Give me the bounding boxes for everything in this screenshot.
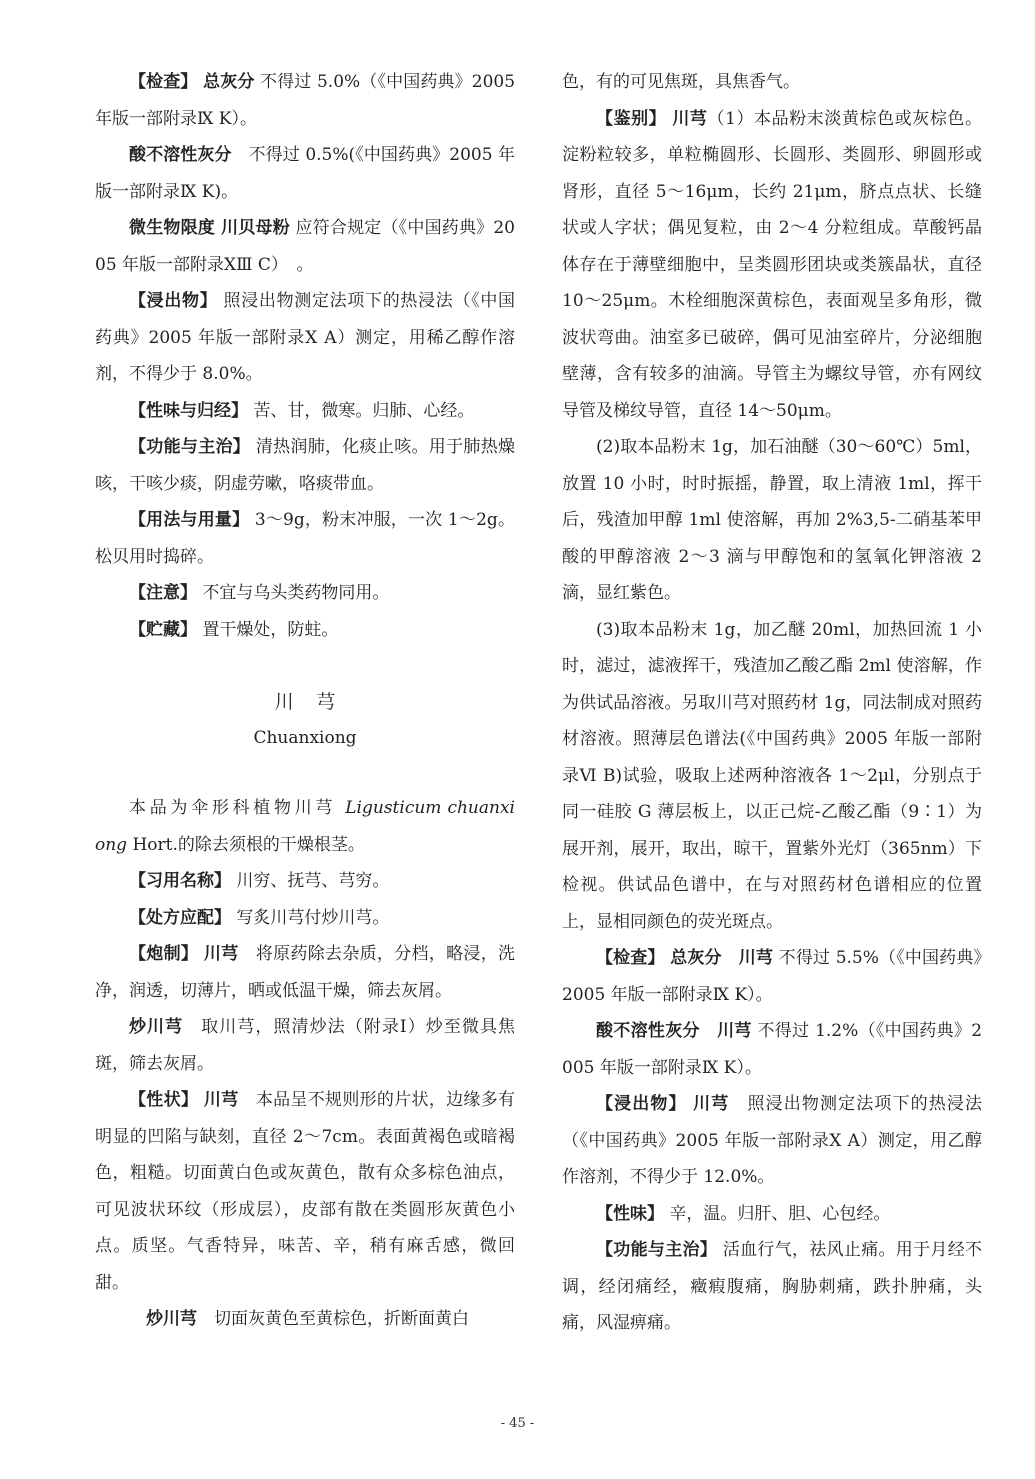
description-heading: 【性状】 <box>129 1090 199 1110</box>
fried-description-heading: 炒川芎 <box>146 1309 197 1329</box>
extract-text: 照浸出物测定法项下的热浸法（《中国药典》2005 年版一部附录Ⅹ A）测定，用稀乙醇作溶剂，不得少于 8.0%。 <box>95 291 516 384</box>
indication-text: 活血行气，祛风止痛。用于月经不调，经闭痛经，癥瘕腹痛，胸胁刺痛，跌扑肿痛，头痛，风湿痹痛。 <box>562 1240 983 1333</box>
nature-text: 辛，温。归肝、胆、心包经。 <box>664 1203 891 1224</box>
inspection-heading: 【检查】 <box>596 948 665 968</box>
acid-insoluble-ash-paragraph <box>95 137 515 210</box>
caution-text: 不宜与乌头类药物同用。 <box>197 583 390 603</box>
intro-text: 本品为伞形科植物川芎 <box>129 798 346 818</box>
function-heading: 【功能与主治】 <box>129 437 251 457</box>
indication-paragraph <box>562 1232 982 1342</box>
fried-paragraph <box>95 1009 515 1082</box>
right-column <box>562 64 982 1342</box>
extractives-subheading: 川芎 <box>693 1094 730 1114</box>
identification-subheading: 川芎 <box>672 108 708 129</box>
function-paragraph <box>95 429 515 502</box>
fried-description-paragraph <box>95 1301 515 1338</box>
extract-paragraph <box>95 283 515 393</box>
common-names-paragraph <box>95 863 515 900</box>
fried-text: 取川芎，照清炒法（附录Ⅰ）炒至微具焦斑，筛去灰屑。 <box>95 1017 516 1074</box>
nature-meridian-paragraph <box>95 393 515 430</box>
usage-text: 3～9g，粉末冲服，一次 1～2g。松贝用时捣碎。 <box>95 510 515 567</box>
identification-3-paragraph: (3)取本品粉末 1g，加乙醚 20ml，加热回流 1 小时，滤过，滤液挥干，残渣加乙酸乙酯 2ml 使溶解，作为供试品溶液。另取川芎对照药材 1g，同法制成对照药材溶液。照薄层色谱法(《中国药典》2005 年版一部附录Ⅵ B)试验，吸取上述两种溶液各 1～2μl，分别点于同一硅胶 G 薄层板上，以正己烷-乙酸乙酯（9∶1）为展开剂，展开，取出，晾干，置紫外光灯（365nm）下检视。供试品色谱中，在与对照药材色谱相应的位置上，显相同颜色的荧光斑点。 <box>562 619 982 932</box>
prescription-heading: 【处方应配】 <box>129 907 231 928</box>
description-text: 本品呈不规则形的片状，边缘多有明显的凹陷与缺刻，直径 2～7cm。表面黄褐色或暗褐色，粗糙。切面黄白色或灰黄色，散有众多棕色油点，可见波状环纹（形成层），皮部有散在类圆形灰黄色小点。质坚。气香特异，味苦、辛，稍有麻舌感，微回甜。 <box>95 1090 516 1293</box>
nature-meridian-text: 苦、甘，微寒。归肺、心经。 <box>248 400 475 421</box>
acid-insoluble-ash-heading: 酸不溶性灰分 <box>129 145 232 165</box>
microbial-limit-text: 应符合规定（《中国药典》2005 年版一部附录ⅩⅢ C） 。 <box>95 218 515 275</box>
monograph-title: 川芎 <box>274 691 359 713</box>
inspection-text: 不得过 5.5%（《中国药典》2005 年版一部附录Ⅸ K）。 <box>562 948 982 1005</box>
microbial-limit-heading: 微生物限度 川贝母粉 <box>129 218 290 238</box>
nature-paragraph <box>562 1196 982 1233</box>
indication-heading: 【功能与主治】 <box>596 1240 718 1260</box>
processing-heading: 【炮制】 <box>129 944 199 964</box>
microbial-limit-paragraph <box>95 210 515 283</box>
description-subheading: 川芎 <box>203 1090 239 1110</box>
storage-heading: 【贮藏】 <box>129 619 197 640</box>
identification-paragraph <box>562 101 982 430</box>
usage-heading: 【用法与用量】 <box>129 510 250 530</box>
identification-text: （1）本品粉末淡黄棕色或灰棕色。淀粉粒较多，单粒椭圆形、长圆形、类圆形、卵圆形或肾形，直径 5～16μm，长约 21μm，脐点点状、长缝状或人字状；偶见复粒，由 2～4 分粒组成。草酸钙晶体存在于薄壁细胞中，呈类圆形团块或类簇晶状，直径 10～25μm。木栓细胞深黄棕色，表面观呈多角形，微波状弯曲。油室多已破碎，偶可见油室碎片，分泌细胞壁薄，含有较多的油滴。导管主为螺纹导管，亦有网纹导管及梯纹导管，直径 14～50μm。 <box>562 108 983 421</box>
identification-2-paragraph: (2)取本品粉末 1g，加石油醚（30～60℃）5ml，放置 10 小时，时时振摇，静置，取上清液 1ml，挥干后，残渣加甲醇 1ml 使溶解，再加 2%3,5-二硝基苯甲酸的甲醇溶液 2～3 滴与甲醇饱和的氢氧化钾溶液 2 滴，显红紫色。 <box>562 437 982 603</box>
nature-heading: 【性味】 <box>596 1203 664 1224</box>
identification-heading: 【鉴别】 <box>596 108 667 129</box>
processing-paragraph <box>95 936 515 1009</box>
continued-paragraph: 色，有的可见焦斑，具焦香气。 <box>562 72 800 92</box>
jiancha-paragraph <box>95 64 515 137</box>
jiancha-subheading: 总灰分 <box>203 72 255 92</box>
acid-ash-heading: 酸不溶性灰分 川芎 <box>596 1021 752 1041</box>
intro-latin-name: Ligusticum chuanxiong <box>95 798 515 855</box>
extractives-heading: 【浸出物】 <box>596 1094 687 1114</box>
caution-paragraph <box>95 575 515 612</box>
prescription-paragraph <box>95 900 515 937</box>
left-column <box>95 64 515 1338</box>
common-names-heading: 【习用名称】 <box>129 871 231 891</box>
page-number: - 45 - <box>500 1416 535 1431</box>
description-paragraph <box>95 1082 515 1301</box>
function-text: 清热润肺，化痰止咳。用于肺热燥咳，干咳少痰，阴虚劳嗽，咯痰带血。 <box>95 437 516 494</box>
storage-text: 置干燥处，防蛀。 <box>197 619 339 640</box>
prescription-text: 写炙川芎付炒川芎。 <box>231 907 390 928</box>
acid-ash-paragraph <box>562 1013 982 1086</box>
usage-paragraph <box>95 502 515 575</box>
extract-heading: 【浸出物】 <box>129 291 218 311</box>
inspection-subheading: 总灰分 川芎 <box>670 948 774 968</box>
fried-description-text: 切面灰黄色至黄棕色，折断面黄白 <box>197 1309 469 1329</box>
caution-heading: 【注意】 <box>129 583 197 603</box>
extractives-text: 照浸出物测定法项下的热浸法（《中国药典》2005 年版一部附录Ⅹ A）测定，用乙醇作溶剂，不得少于 12.0%。 <box>562 1094 983 1187</box>
common-names-text: 川穷、抚芎、芎穷。 <box>231 871 390 891</box>
fried-heading: 炒川芎 <box>129 1017 184 1037</box>
processing-subheading: 川芎 <box>203 944 239 964</box>
nature-meridian-heading: 【性味与归经】 <box>129 400 248 421</box>
processing-text: 将原药除去杂质，分档，略浸，洗净，润透，切薄片，晒或低温干燥，筛去灰屑。 <box>95 944 516 1001</box>
storage-paragraph <box>95 612 515 649</box>
acid-insoluble-ash-text: 不得过 0.5%(《中国药典》2005 年版一部附录Ⅸ K)。 <box>95 145 515 202</box>
inspection-paragraph <box>562 940 982 1013</box>
jiancha-heading: 【检查】 <box>129 72 198 92</box>
intro-paragraph <box>95 790 515 863</box>
extractives-paragraph <box>562 1086 982 1196</box>
monograph-pinyin: Chuanxiong <box>253 728 357 748</box>
intro-tail: Hort.的除去须根的干燥根茎。 <box>127 834 365 855</box>
acid-ash-text: 不得过 1.2%（《中国药典》2005 年版一部附录Ⅸ K）。 <box>562 1021 983 1078</box>
jiancha-text: 不得过 5.0%（《中国药典》2005年版一部附录Ⅸ K）。 <box>95 72 516 129</box>
